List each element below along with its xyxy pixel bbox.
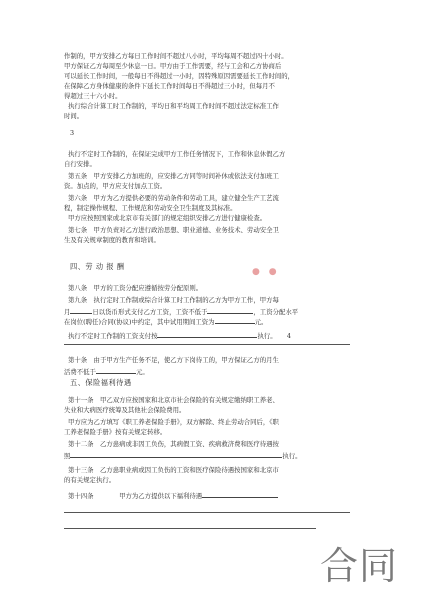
fill-blank[interactable]: [215, 316, 255, 324]
text-fragment: 元。: [254, 318, 268, 326]
watermark-logo: 合同: [320, 544, 399, 588]
accent-dots: ● ●: [252, 267, 280, 277]
text-line: [68, 490, 358, 501]
text-line: 第九条 执行定时工作制或综合计算工时工作制的乙方为甲方工作，甲方每: [68, 296, 279, 304]
text-line: 执行综合计算工时工作制的，平均日和平均周工作时间不超过法定标准工作: [68, 102, 279, 110]
text-line: 在保障乙方身体健康的条件下延长工作时间每日不得超过三小时，但每月不: [64, 82, 275, 90]
text-line: 甲方应为乙方填写《职工养老保险手册》，双方解除、终止劳动合同后，《职: [68, 418, 279, 426]
text-line: 失业和大病医疗统筹及其他社会保险费用。: [64, 406, 186, 414]
fill-blank[interactable]: [96, 366, 136, 374]
section-heading: 四、劳 动 报 酬: [70, 262, 125, 271]
text-line: 甲方应按照国家或北京市有关部门的规定组织安排乙方进行健康检查。: [68, 214, 267, 222]
text-fragment: 在岗位(聘任)合同(协议)中约定，其中试用期间工资为: [64, 318, 215, 326]
text-fragment: 执行。: [282, 452, 302, 460]
text-line: 时间。: [64, 112, 84, 120]
text-fragment: ，工资分配水平: [253, 308, 299, 316]
fill-blank[interactable]: [202, 490, 278, 498]
text-line: 工养老保险手册》按有关规定转移。: [64, 428, 167, 436]
text-line: 执行不定时工作制的，在保证完成甲方工作任务情况下，工作和休息休假乙方: [68, 150, 286, 158]
text-line: 资。加点的，甲方应支付加点工资。: [64, 182, 167, 190]
fill-blank[interactable]: [70, 306, 92, 314]
section-heading: 五、保险福利待遇: [70, 378, 132, 387]
text-fragment: 执行不定时工作制的工资支付按: [68, 332, 158, 340]
fill-line[interactable]: [64, 512, 350, 513]
text-line: 第十条 由于甲方生产任务不足，使乙方下岗待工的，甲方保证乙方的月生: [68, 356, 279, 364]
text-line: 第五条 甲方安排乙方加班的，应安排乙方同等时间补休或依法支付加班工: [68, 172, 279, 180]
text-fragment: 元。: [135, 368, 149, 376]
text-line: 第七条 甲方负责对乙方进行政治思想、职业道德、业务技术、劳动安全卫: [68, 226, 279, 234]
divider-rule: [64, 344, 350, 345]
text-fragment: 活费不低于: [64, 368, 96, 376]
text-line: 程，制定操作规程、工作规范和劳动安全卫生制度及其标准。: [64, 204, 237, 212]
text-line: 生及有关规章制度的教育和培训。: [64, 236, 160, 244]
page-number: 3: [70, 129, 75, 137]
text-fragment: 日以货币形式支付乙方工资，工资不低于: [92, 308, 208, 316]
page-number: 4: [286, 332, 291, 340]
text-line: 可以延长工作时间，一般每日不得超过一小时，因特殊原因需要延长工作时间的，: [64, 72, 295, 80]
text-fragment: 月: [64, 308, 71, 316]
fill-line[interactable]: [64, 528, 316, 529]
text-fragment: 第十四条 甲方为乙方提供以下福利待遇: [68, 492, 203, 500]
text-line: 甲方保证乙方每周至少休息一日。甲方由于工作需要，经与工会和乙方协商后: [64, 62, 282, 70]
text-line: 的有关规定执行。: [64, 476, 116, 484]
text-line: 自行安排。: [64, 160, 96, 168]
text-line: 第十三条 乙方患职业病或因工负伤的工资和医疗保险待遇按国家和北京市: [68, 466, 279, 474]
text-line: 第六条 甲方为乙方提供必要的劳动条件和劳动工具，建立健全生产工艺流: [68, 194, 279, 202]
text-fragment: 照: [64, 452, 71, 460]
fill-blank[interactable]: [70, 450, 282, 458]
text-line: [64, 450, 364, 461]
text-fragment: 执行。: [257, 332, 277, 340]
text-line: [68, 330, 348, 341]
text-line: 第十一条 甲乙双方应按国家和北京市社会保险的有关规定缴纳职工养老、: [68, 396, 279, 404]
text-line: [64, 316, 364, 327]
fill-blank[interactable]: [207, 306, 253, 314]
text-line: 第八条 甲方的工资分配应遵循按劳分配原则。: [68, 284, 203, 292]
text-line: 第十二条 乙方患病或非因工负伤，其病假工资、疾病救济费和医疗待遇按: [68, 440, 279, 448]
text-line: [64, 366, 364, 377]
text-line: 得超过三十六小时。: [64, 92, 122, 100]
fill-blank[interactable]: [157, 330, 257, 338]
text-line: 作制的，甲方安排乙方每日工作时间不超过八小时，平均每周不超过四十小时。: [64, 52, 288, 60]
